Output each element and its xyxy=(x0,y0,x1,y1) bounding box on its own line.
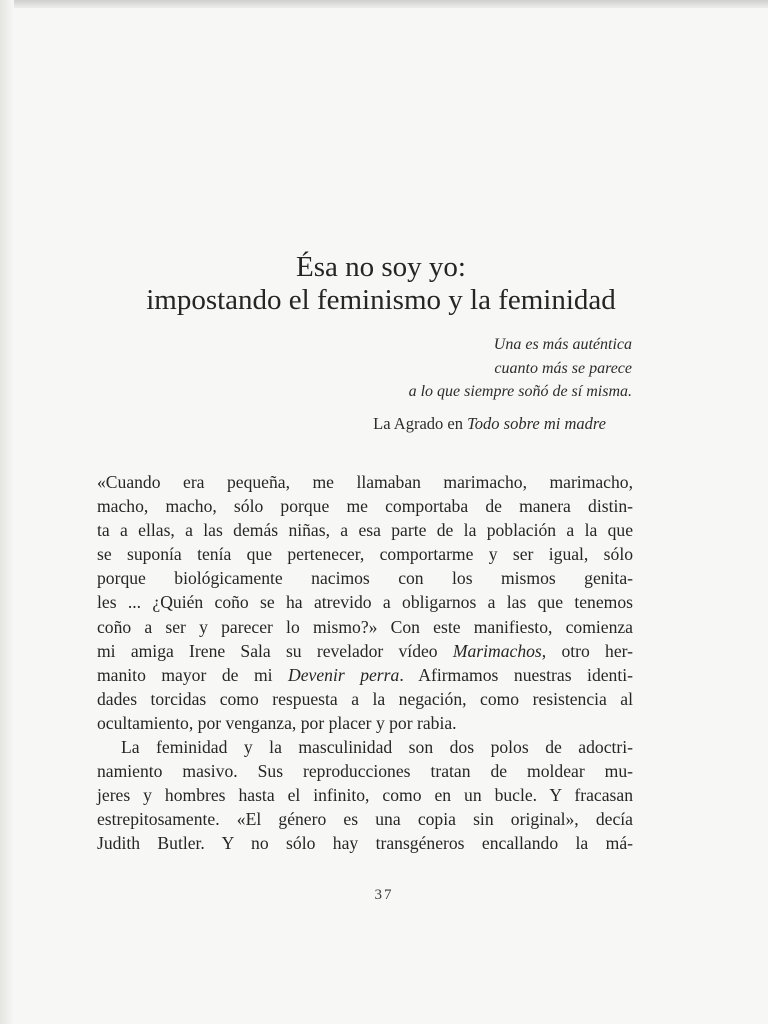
epigraph-line: cuanto más se parece xyxy=(494,359,632,377)
text-line: porque biológicamente nacimos con los mismos genita- xyxy=(97,568,633,589)
epigraph-attribution xyxy=(373,413,606,435)
page-top-edge xyxy=(0,0,768,8)
attribution-work-title: Todo sobre mi madre xyxy=(467,414,606,433)
paragraph-1 xyxy=(97,470,633,735)
text-line: Judith Butler. Y no sólo hay transgéneros encallando la má- xyxy=(97,833,633,854)
body-text xyxy=(97,470,633,856)
paragraph-2 xyxy=(97,735,633,855)
page-left-edge xyxy=(0,0,14,1024)
text-segment: , otro her- xyxy=(541,640,633,661)
book-title: Devenir perra xyxy=(288,664,400,685)
text-segment: manito mayor de mi xyxy=(97,664,289,685)
epigraph-line: a lo que siempre soñó de sí misma. xyxy=(408,383,632,400)
text-segment: mi amiga Irene Sala su revelador vídeo xyxy=(97,640,453,661)
chapter-title-line-2: impostando el feminismo y la feminidad xyxy=(146,284,616,316)
video-title: Marimachos xyxy=(452,640,542,661)
text-line xyxy=(97,639,633,663)
text-line: dades torcidas como respuesta a la negación, como resistencia al xyxy=(97,688,633,709)
text-line: «Cuando era pequeña, me llamaban marimacho, marimacho, xyxy=(97,472,633,492)
attribution-speaker: La Agrado en xyxy=(373,414,463,433)
epigraph xyxy=(409,333,632,404)
page-number: 37 xyxy=(374,887,394,903)
text-line xyxy=(97,663,633,687)
text-line: les ... ¿Quién coño se ha atrevido a obligarnos a las que tenemos xyxy=(97,592,633,613)
text-line: ocultamiento, por venganza, por placer y por rabia. xyxy=(97,712,457,733)
text-line: estrepitosamente. «El género es una copia sin original», decía xyxy=(97,809,633,830)
epigraph-line: Una es más auténtica xyxy=(493,336,632,353)
text-segment: . Afirmamos nuestras identi- xyxy=(399,664,633,685)
text-line: ta a ellas, a las demás niñas, a esa parte de la población a la que xyxy=(97,520,633,541)
text-line: La feminidad y la masculinidad son dos polos de adoctri- xyxy=(121,737,633,758)
text-line: se suponía tenía que pertenecer, comportarme y ser igual, sólo xyxy=(97,544,633,565)
text-line: namiento masivo. Sus reproducciones tratan de moldear mu- xyxy=(97,761,633,782)
chapter-title-line-1: Ésa no soy yo: xyxy=(296,251,466,283)
text-line: macho, macho, sólo porque me comportaba de manera distin- xyxy=(97,496,633,517)
text-line: jeres y hombres hasta el infinito, como en un bucle. Y fracasan xyxy=(97,785,633,806)
text-line: coño a ser y parecer lo mismo?» Con este manifiesto, comienza xyxy=(97,616,633,637)
